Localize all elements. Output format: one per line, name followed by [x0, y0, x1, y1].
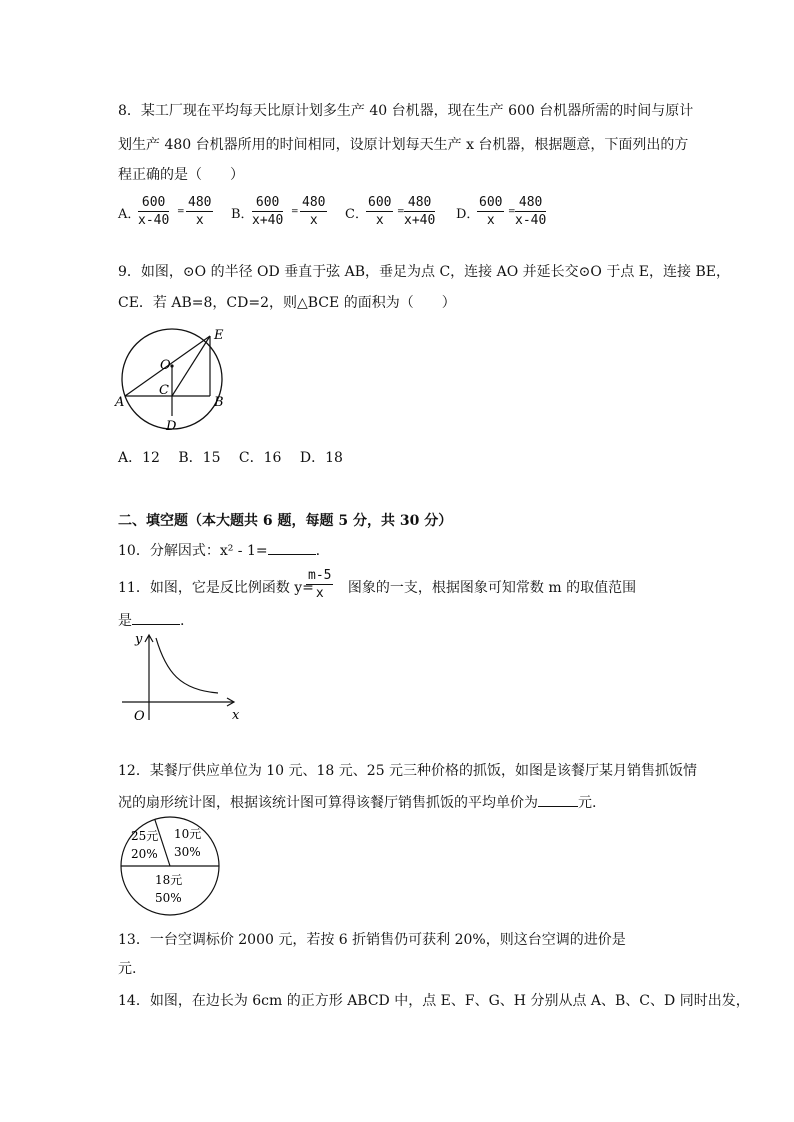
q12-answer-blank — [538, 806, 578, 807]
q9-options: A．12 B．15 C．16 D．18 — [118, 450, 343, 466]
label-b: B — [214, 395, 224, 410]
section-2-title: 二、填空题（本大题共 6 题，每题 5 分，共 30 分） — [118, 513, 453, 529]
q9-line-2: CE．若 AB=8，CD=2，则△BCE 的面积为（ ） — [118, 295, 456, 311]
q8-option-a-label: A． — [118, 207, 141, 222]
hyperbola-branch — [156, 638, 218, 693]
q8-option-d-right-fraction: $\frac{480}{x-40}$ — [515, 195, 547, 228]
q12-line-2: 况的扇形统计图，根据该统计图可算得该餐厅销售抓饭的平均单价为 元. — [118, 795, 597, 811]
q8-option-b-left-fraction: $\frac{600}{x+40}$ — [252, 195, 284, 228]
q11-answer-blank — [132, 624, 180, 625]
q8-line-3: 程正确的是（ ） — [118, 167, 244, 183]
y-label: y — [135, 632, 143, 647]
q11-line-1: 11．如图，它是反比例函数 y= 图象的一支，根据图象可知常数 m 的取值范围 — [118, 580, 637, 596]
slice-10-percent: 30% — [174, 845, 201, 859]
q10-answer-blank — [268, 554, 316, 555]
q8-option-a-right-fraction: $\frac{480}{x}$ — [188, 195, 212, 228]
q11-fraction: $\frac{m-5}{x}$ — [308, 568, 332, 601]
slice-18-price: 18元 — [155, 873, 183, 887]
label-d: D — [166, 419, 177, 434]
q8-option-b-right-fraction: $\frac{480}{x}$ — [302, 195, 326, 228]
origin-label: O — [134, 709, 145, 724]
q8-option-c-right-fraction: $\frac{480}{x+40}$ — [404, 195, 436, 228]
q8-option-d-left-fraction: $\frac{600}{x}$ — [479, 195, 503, 228]
slice-25-percent: 20% — [131, 847, 158, 861]
label-e: E — [214, 328, 224, 343]
label-o: O — [160, 358, 171, 373]
q12-pie-chart — [118, 814, 222, 918]
q12-line-1: 12．某餐厅供应单位为 10 元、18 元、25 元三种价格的抓饭，如图是该餐厅某月销售抓饭情 — [118, 763, 698, 779]
label-a: A — [115, 395, 125, 410]
q13-line-1: 13．一台空调标价 2000 元，若按 6 折销售仍可获利 20%，则这台空调的进价是 — [118, 932, 626, 948]
q10-line: 10．分解因式：x² - 1= . — [118, 543, 321, 559]
label-c: C — [159, 383, 169, 398]
q13-line-2: 元. — [118, 961, 137, 977]
slice-25-price: 25元 — [131, 829, 159, 843]
q8-option-a-left-fraction: $\frac{600}{x-40}$ — [138, 195, 170, 228]
q8-option-b-label: B． — [231, 207, 254, 222]
q8-line-1: 8．某工厂现在平均每天比原计划多生产 40 台机器，现在生产 600 台机器所需的时间与原计 — [118, 103, 694, 119]
q11-line-2: 是 . — [118, 613, 185, 629]
q8-option-d-label: D． — [456, 207, 480, 222]
slice-18-percent: 50% — [155, 891, 182, 905]
q8-line-2: 划生产 480 台机器所用的时间相同，设原计划每天生产 x 台机器，根据题意，下面列出的方 — [118, 137, 689, 153]
slice-10-price: 10元 — [174, 827, 202, 841]
q9-circle-figure — [112, 322, 242, 434]
point-o — [170, 364, 173, 367]
q11-hyperbola-graph — [118, 630, 248, 725]
line-ce — [172, 336, 210, 396]
x-label: x — [232, 708, 240, 723]
q8-option-c-left-fraction: $\frac{600}{x}$ — [368, 195, 392, 228]
q9-line-1: 9．如图，⊙O 的半径 OD 垂直于弦 AB，垂足为点 C，连接 AO 并延长交⊙O 于点 E，连接 BE， — [118, 264, 730, 280]
q14-line-1: 14．如图，在边长为 6cm 的正方形 ABCD 中，点 E、F、G、H 分别从点 A、B、C、D 同时出发， — [118, 993, 750, 1009]
q8-option-c-label: C． — [345, 207, 368, 222]
